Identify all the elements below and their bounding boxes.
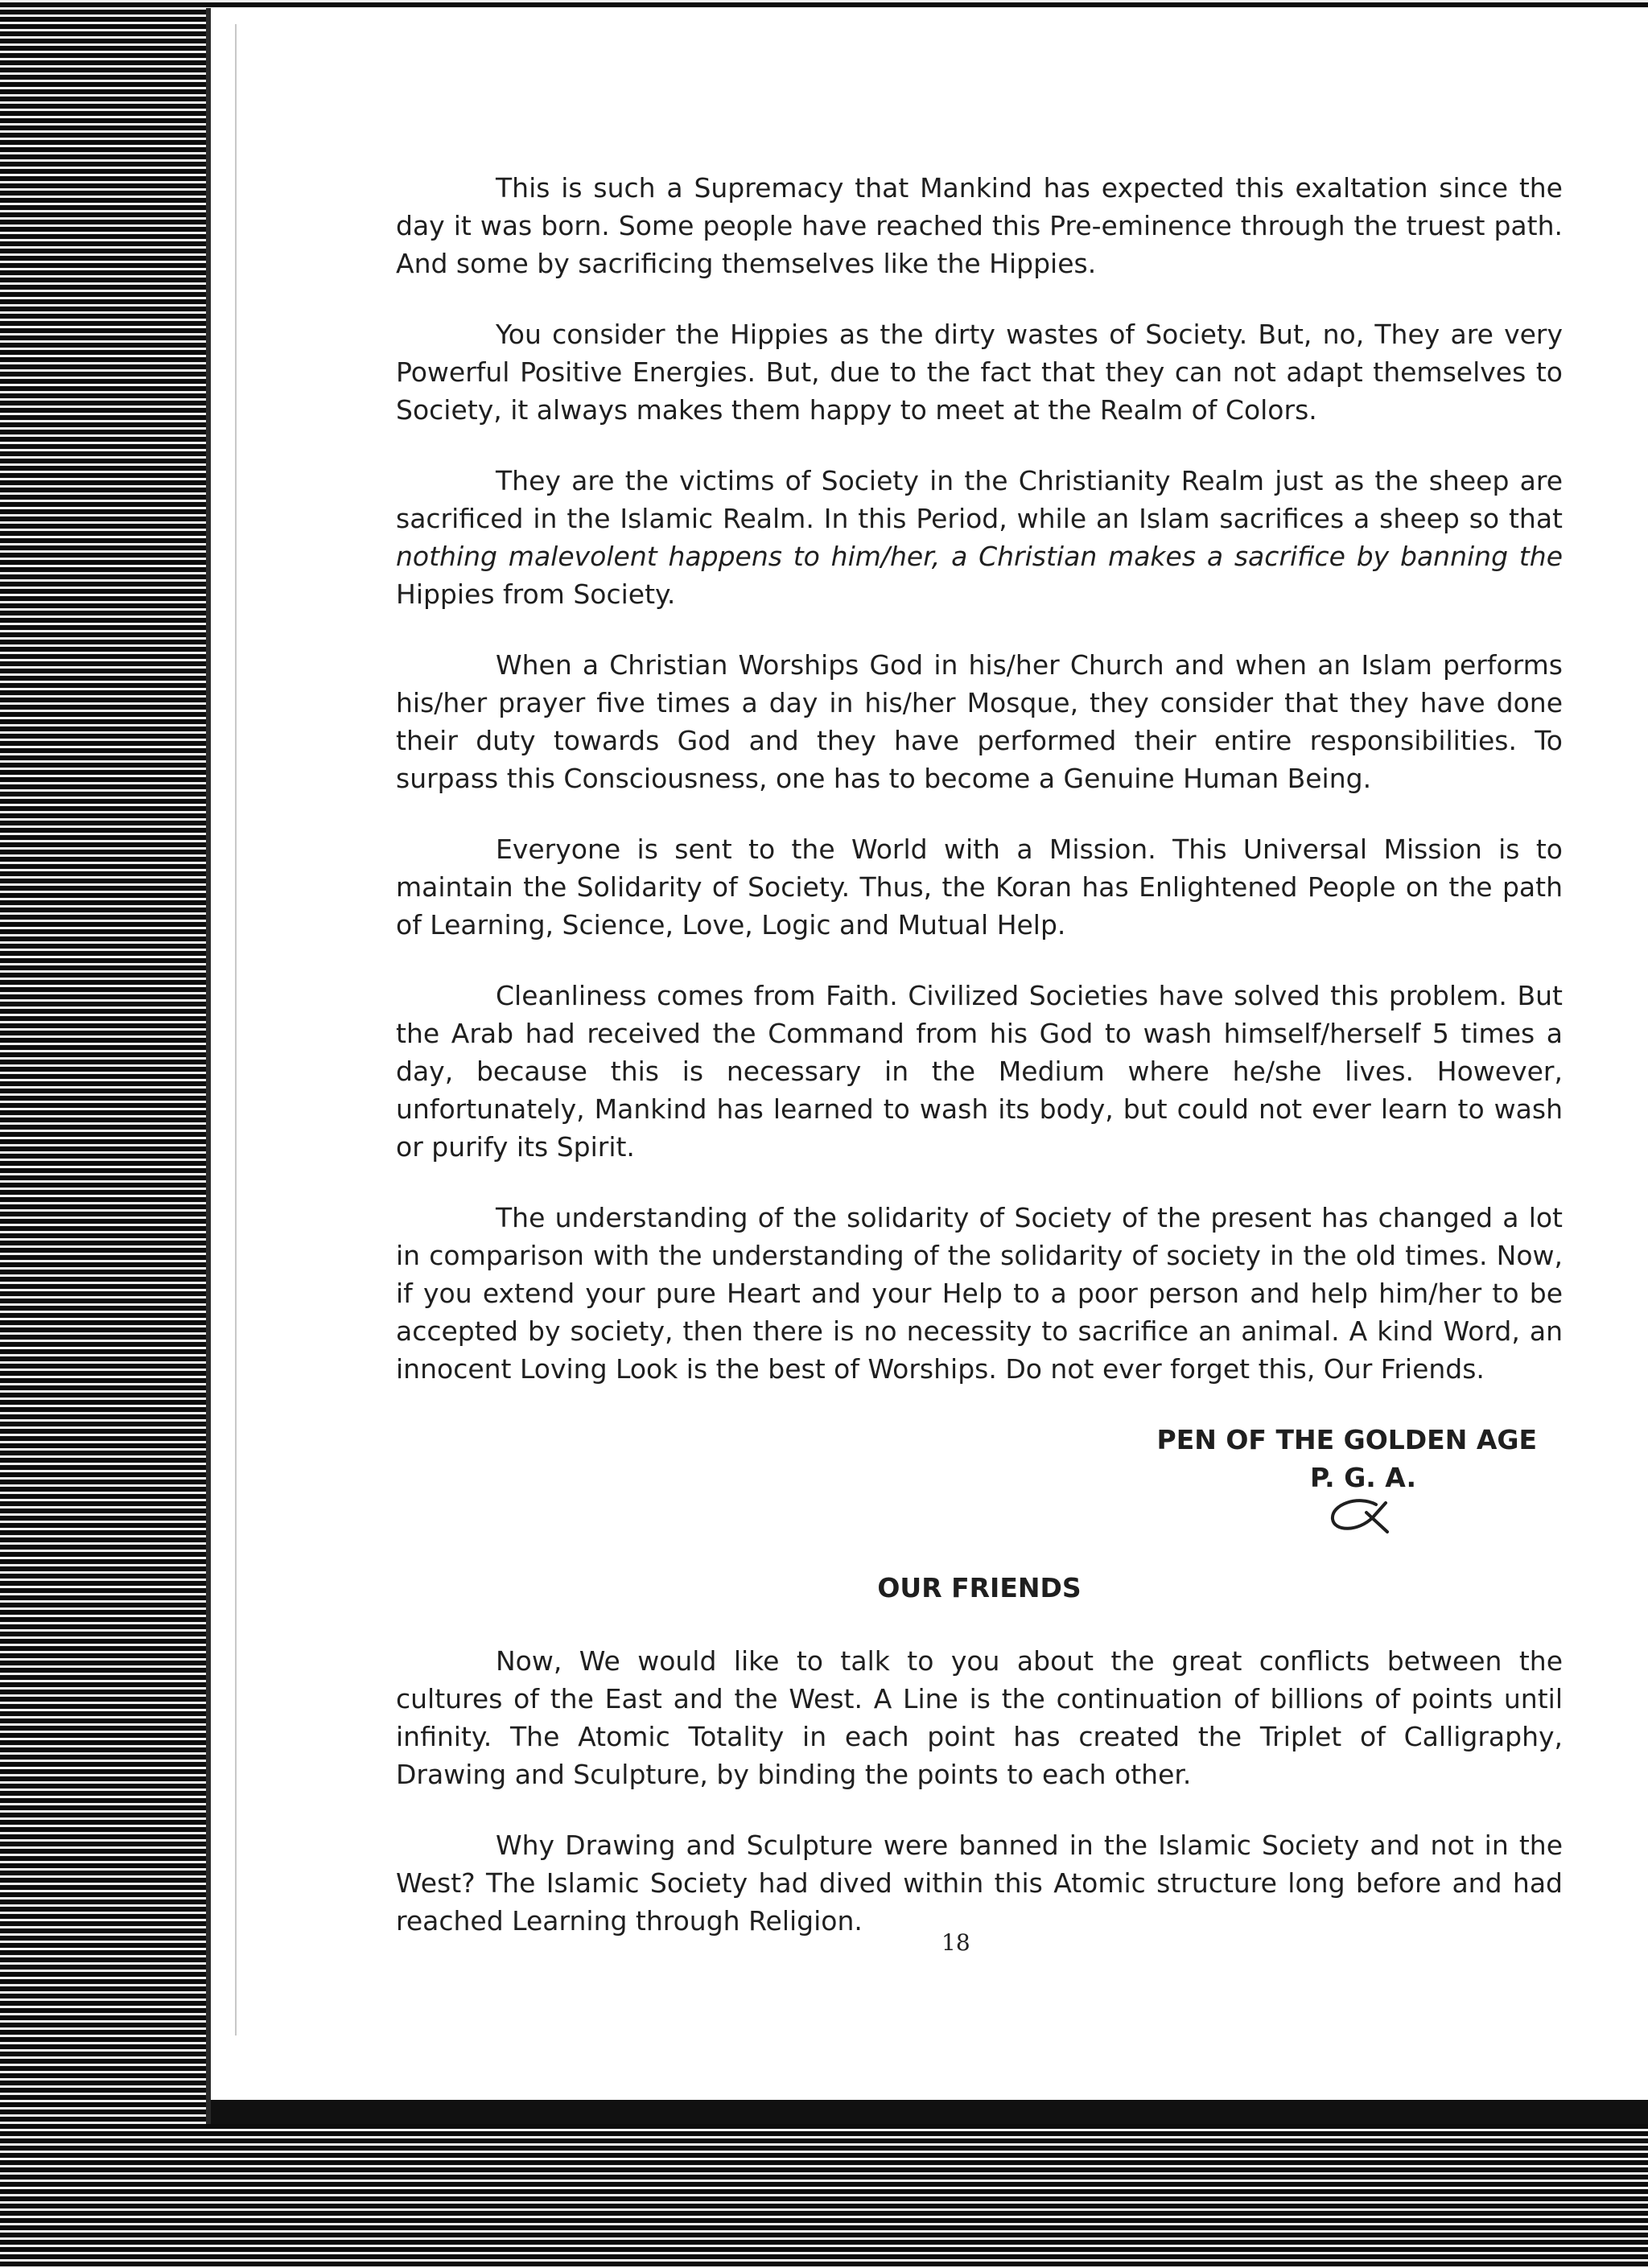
signature-line-2: P. G. A. — [1310, 1462, 1416, 1493]
section-paragraph-2: Why Drawing and Sculpture were banned in the Islamic Society and not in the West? The Islamic Society had dived within this Atomic structure long before and had reached Learning through Religion. — [396, 1830, 1563, 1937]
section-paragraph-1: Now, We would like to talk to you about the great conflicts between the cultures of the East and the West. A Line is the continuation of billions of points until infinity. The Atomic Totality in each point has created the Triplet of Calligraphy, Drawing and Sculpture, by binding the points to each other. — [396, 1645, 1563, 1790]
page-number: 18 — [941, 1929, 970, 1956]
paragraph-7: The understanding of the solidarity of Society of the present has changed a lot in comparison with the understanding of the solidarity of society in the old times. Now, if you extend your pure Heart and your Help to a poor person and help him/her to be accepted by society, then there is no necessity to sacrifice an animal. A kind Word, an innocent Loving Look is the best of Worships. Do not ever forget this, Our Friends. — [396, 1202, 1563, 1385]
signature-block — [396, 1421, 1537, 1545]
signature-line-1: PEN OF THE GOLDEN AGE — [1156, 1424, 1537, 1455]
paragraph-6: Cleanliness comes from Faith. Civilized Societies have solved this problem. But the Arab had received the Command from his God to wash himself/herself 5 times a day, because this is necessary in the Medium where he/she lives. However, unfortunately, Mankind has learned to wash its body, but could not ever learn to wash or purify its Spirit. — [396, 980, 1563, 1163]
signature-flourish-icon — [396, 1496, 1390, 1545]
paragraph-1: This is such a Supremacy that Mankind has expected this exaltation since the day it was born. Some people have reached this Pre-eminence through the truest path. And some by sacrificing themselves like the Hippies. — [396, 172, 1563, 279]
page-text-block — [396, 169, 1563, 1973]
paragraph-3 — [396, 462, 1563, 613]
paragraph-3-part-a: They are the victims of Society in the Christianity Realm just as the sheep are sacrificed in the Islamic Realm. In this Period, while an Islam sacrifices a sheep so that — [396, 465, 1563, 534]
paragraph-3-part-c: Hippies from Society. — [396, 578, 676, 610]
paragraph-2: You consider the Hippies as the dirty wastes of Society. But, no, They are very Powerful Positive Energies. But, due to the fact that they can not adapt themselves to Society, it always makes them happy to meet at the Realm of Colors. — [396, 319, 1563, 426]
section-heading: OUR FRIENDS — [877, 1572, 1082, 1603]
paragraph-5: Everyone is sent to the World with a Mission. This Universal Mission is to maintain the Solidarity of Society. Thus, the Koran has Enlightened People on the path of Learning, Science, Love, Logic and Mutual Help. — [396, 834, 1563, 941]
page-fold-line — [235, 24, 237, 2035]
paragraph-4: When a Christian Worships God in his/her Church and when an Islam performs his/her prayer five times a day in his/her Mosque, they consider that they have done their duty towards God and they have performed their entire responsibilities. To surpass this Consciousness, one has to become a Genuine Human Being. — [396, 649, 1563, 794]
paragraph-3-italic: nothing malevolent happens to him/her, a Christian makes a sacrifice by banning the — [396, 541, 1563, 572]
